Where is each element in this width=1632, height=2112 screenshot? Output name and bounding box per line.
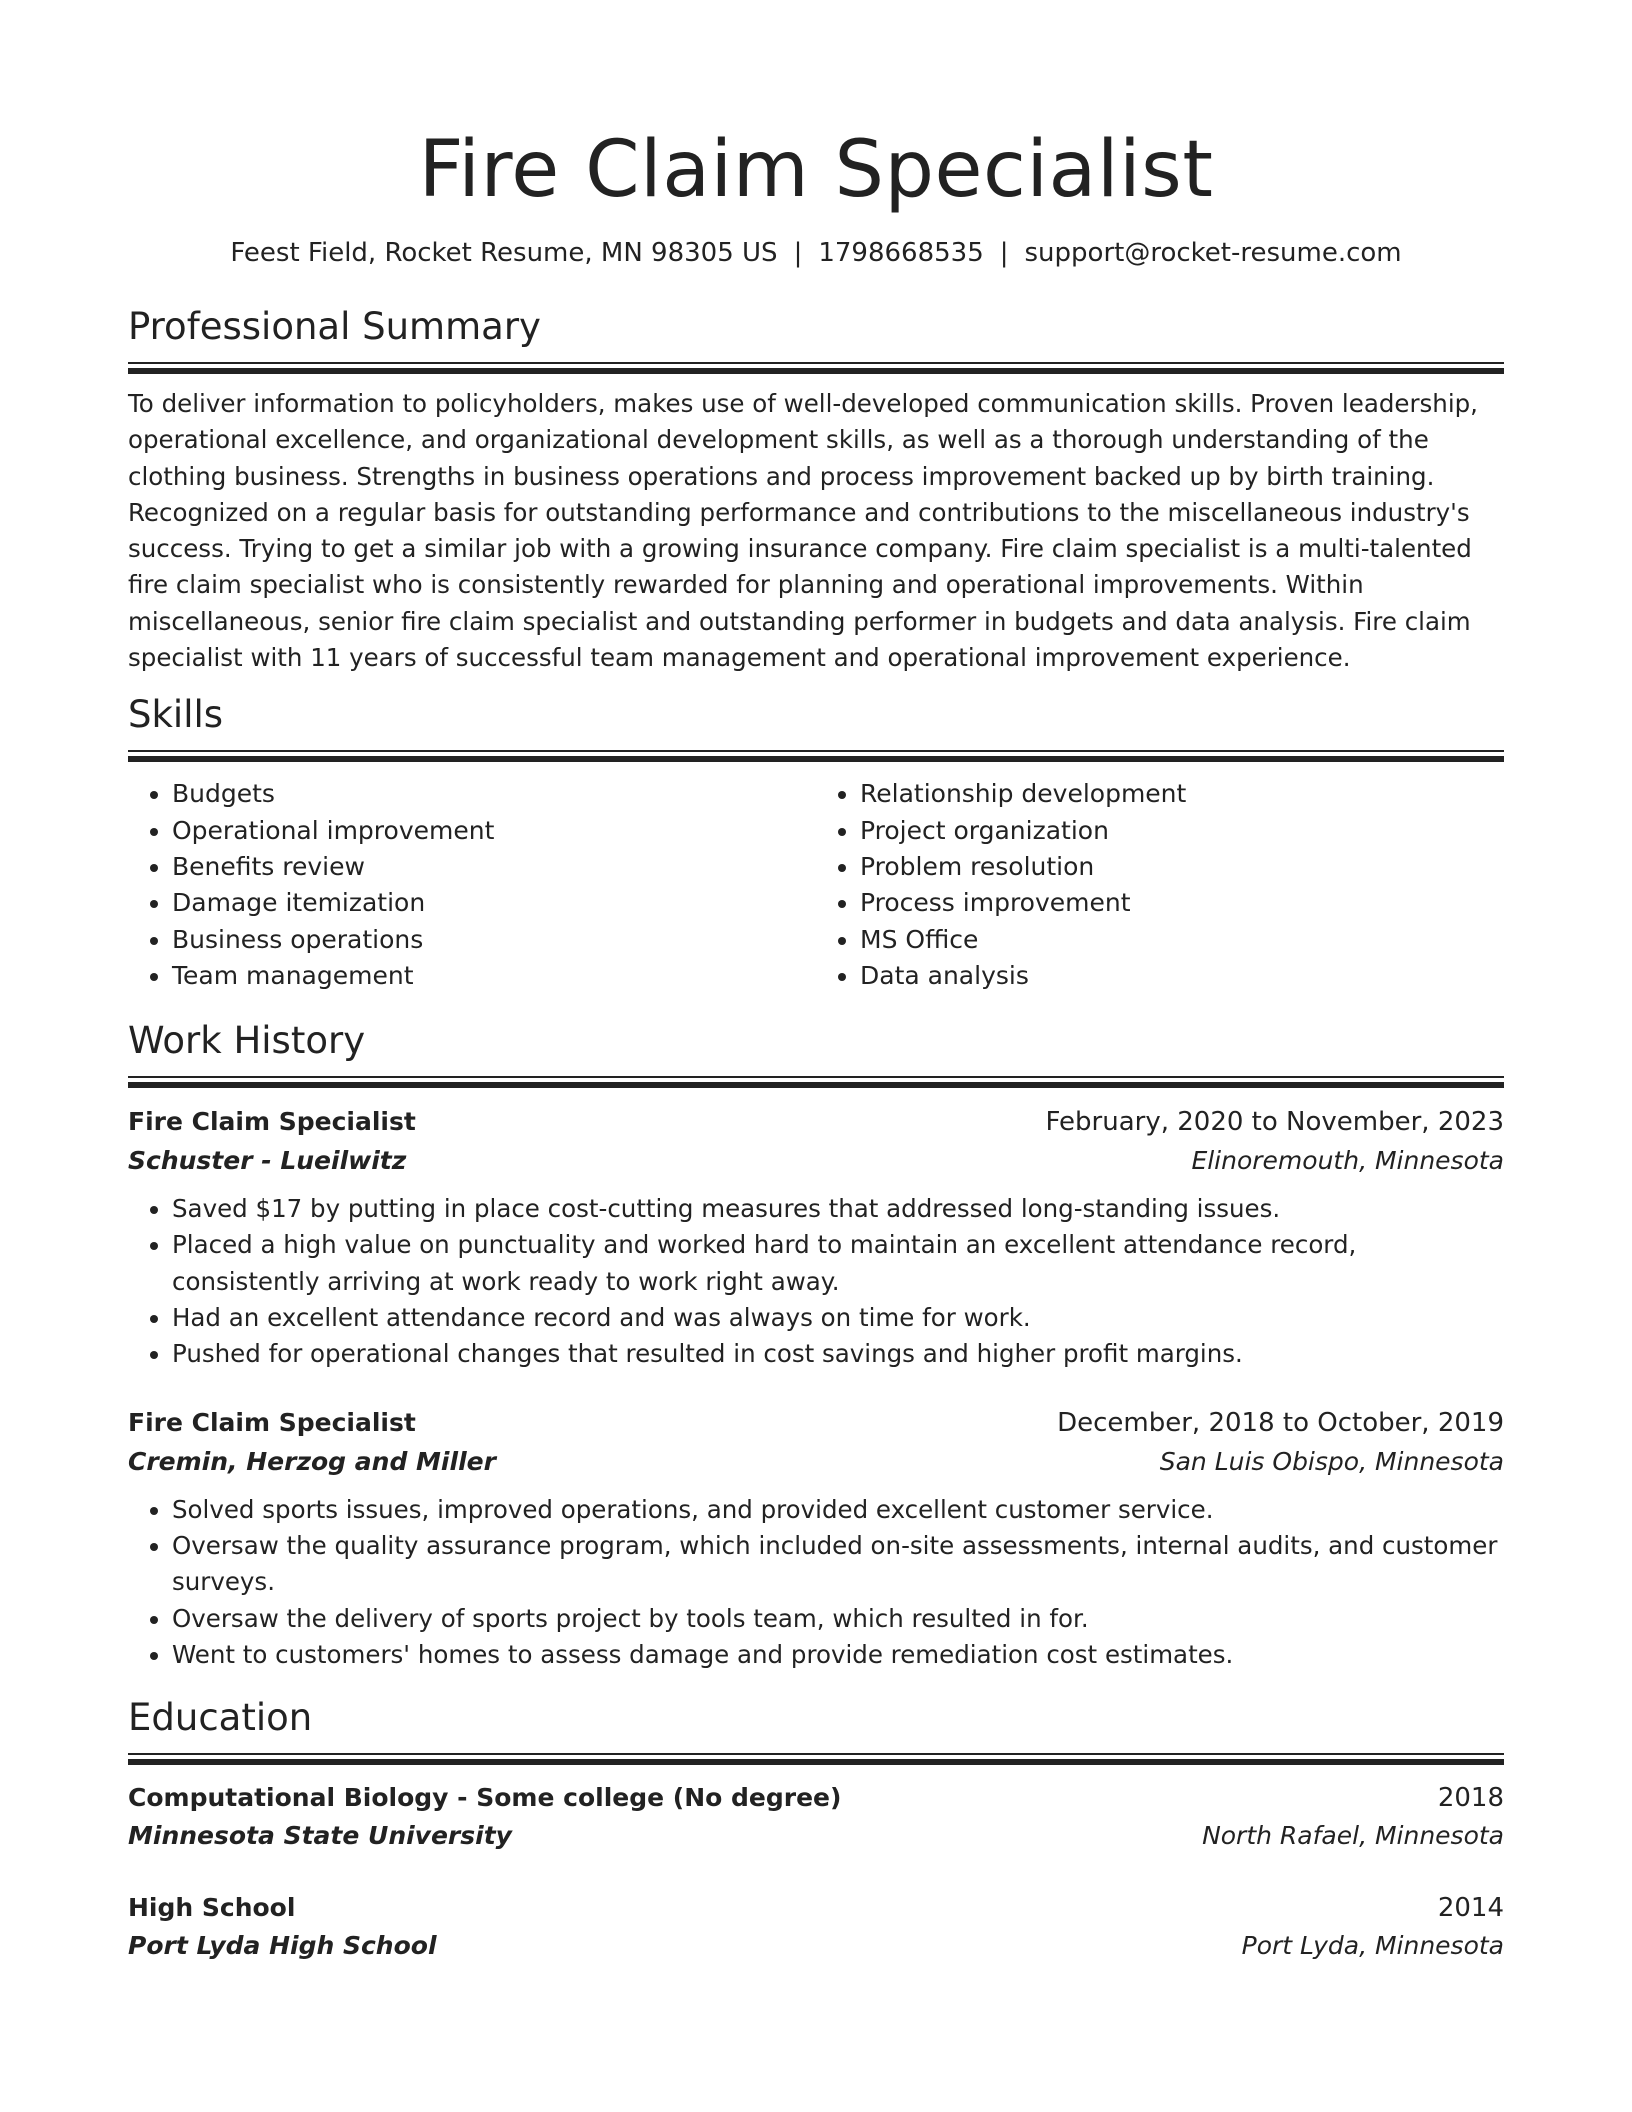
- section-divider: [128, 1076, 1504, 1078]
- section-divider-thick: [128, 1759, 1504, 1765]
- education-school: Minnesota State University: [128, 1821, 512, 1851]
- section-divider-thick: [128, 1082, 1504, 1088]
- education-entry: [128, 1889, 1504, 1965]
- section-title-education: Education: [128, 1696, 313, 1740]
- education-subheader: [128, 1817, 1504, 1855]
- section-divider: [128, 1753, 1504, 1755]
- section-title-summary: Professional Summary: [128, 305, 541, 348]
- education-school: Port Lyda High School: [128, 1931, 437, 1961]
- job-employer: Schuster - Lueilwitz: [128, 1146, 407, 1176]
- education-section: [128, 1695, 1504, 1965]
- contact-phone: 1798668535: [818, 238, 984, 268]
- skill-item: • Problem resolution: [860, 849, 1504, 885]
- skill-item: • Relationship development: [860, 776, 1504, 812]
- education-header: [128, 1889, 1504, 1927]
- skill-item: • Team management: [172, 958, 816, 994]
- job-bullets: [128, 1191, 1504, 1372]
- education-location: North Rafael, Minnesota: [1202, 1821, 1504, 1851]
- job-location: Elinoremouth, Minnesota: [1191, 1146, 1504, 1176]
- education-degree: Computational Biology - Some college (No degree): [128, 1783, 842, 1813]
- job-employer: Cremin, Herzog and Miller: [128, 1446, 496, 1476]
- skills-list-right: [816, 776, 1504, 994]
- contact-line: [128, 236, 1504, 270]
- job-bullet: • Saved $17 by putting in place cost-cutting measures that addressed long-standing issues.: [172, 1191, 1504, 1227]
- section-title-skills: Skills: [128, 693, 224, 737]
- skill-item: • Project organization: [860, 813, 1504, 849]
- skill-item: • Damage itemization: [172, 885, 816, 921]
- education-year: 2018: [1437, 1783, 1504, 1814]
- skills-section: [128, 692, 1504, 994]
- summary-text: To deliver information to policyholders, makes use of well-developed communication skills. Proven leadership, operational excellence, and organizational development skills, as well as a thorough understanding of the clothing business. Strengths in business operations and process improvement backed up by birth training. Recognized on a regular basis for outstanding performance and contributions to the miscellaneous industry's success. Trying to get a similar job with a growing insurance company. Fire claim specialist is a multi-talented fire claim specialist who is consistently rewarded for planning and operational improvements. Within miscellaneous, senior fire claim specialist and outstanding performer in budgets and data analysis. Fire claim specialist with 11 years of successful team management and operational improvement experience.: [128, 389, 1478, 673]
- job-header: [128, 1403, 1504, 1443]
- job-subheader: [128, 1443, 1504, 1481]
- skill-item: • Operational improvement: [172, 813, 816, 849]
- education-subheader: [128, 1927, 1504, 1965]
- job-dates: December, 2018 to October, 2019: [1057, 1407, 1504, 1438]
- job-entry: [128, 1102, 1504, 1372]
- skill-item: • Business operations: [172, 922, 816, 958]
- contact-address: Feest Field, Rocket Resume, MN 98305 US: [230, 238, 778, 268]
- skill-item: • Process improvement: [860, 885, 1504, 921]
- contact-separator: |: [793, 238, 803, 268]
- job-entry: [128, 1403, 1504, 1673]
- job-bullet: • Had an excellent attendance record and was always on time for work.: [172, 1300, 1504, 1336]
- job-title: Fire Claim Specialist: [128, 1107, 416, 1137]
- education-degree: High School: [128, 1893, 296, 1923]
- section-title-work: Work History: [128, 1019, 366, 1063]
- job-bullet: • Solved sports issues, improved operations, and provided excellent customer service.: [172, 1492, 1504, 1528]
- job-location: San Luis Obispo, Minnesota: [1159, 1446, 1504, 1476]
- section-divider-thick: [128, 368, 1504, 374]
- job-dates: February, 2020 to November, 2023: [1045, 1107, 1504, 1138]
- work-section: [128, 1018, 1504, 1673]
- skill-item: • Budgets: [172, 776, 816, 812]
- education-entry: [128, 1779, 1504, 1855]
- job-bullet: • Went to customers' homes to assess damage and provide remediation cost estimates.: [172, 1637, 1504, 1673]
- job-bullets: [128, 1492, 1504, 1673]
- skill-item: • MS Office: [860, 922, 1504, 958]
- skills-list-left: [128, 776, 816, 994]
- education-header: [128, 1779, 1504, 1817]
- contact-separator: |: [999, 238, 1009, 268]
- section-divider-thick: [128, 756, 1504, 762]
- skill-item: • Benefits review: [172, 849, 816, 885]
- education-location: Port Lyda, Minnesota: [1241, 1931, 1504, 1961]
- job-header: [128, 1102, 1504, 1142]
- job-bullet: • Oversaw the delivery of sports project by tools team, which resulted in for.: [172, 1601, 1504, 1637]
- section-divider: [128, 750, 1504, 752]
- job-bullet: • Oversaw the quality assurance program, which included on-site assessments, internal audits, and customer surveys.: [172, 1528, 1504, 1601]
- section-divider: [128, 362, 1504, 364]
- education-year: 2014: [1437, 1893, 1504, 1924]
- job-bullet: • Pushed for operational changes that resulted in cost savings and higher profit margins.: [172, 1336, 1504, 1372]
- resume-name: Fire Claim Specialist: [418, 125, 1214, 215]
- summary-section: [128, 304, 1504, 676]
- job-subheader: [128, 1142, 1504, 1180]
- skills-grid: [128, 776, 1504, 994]
- job-title: Fire Claim Specialist: [128, 1407, 416, 1437]
- skill-item: • Data analysis: [860, 958, 1504, 994]
- job-bullet: • Placed a high value on punctuality and worked hard to maintain an excellent attendance record, consistently arriving at work ready to work right away.: [172, 1227, 1504, 1300]
- contact-email: support@rocket-resume.com: [1024, 238, 1402, 268]
